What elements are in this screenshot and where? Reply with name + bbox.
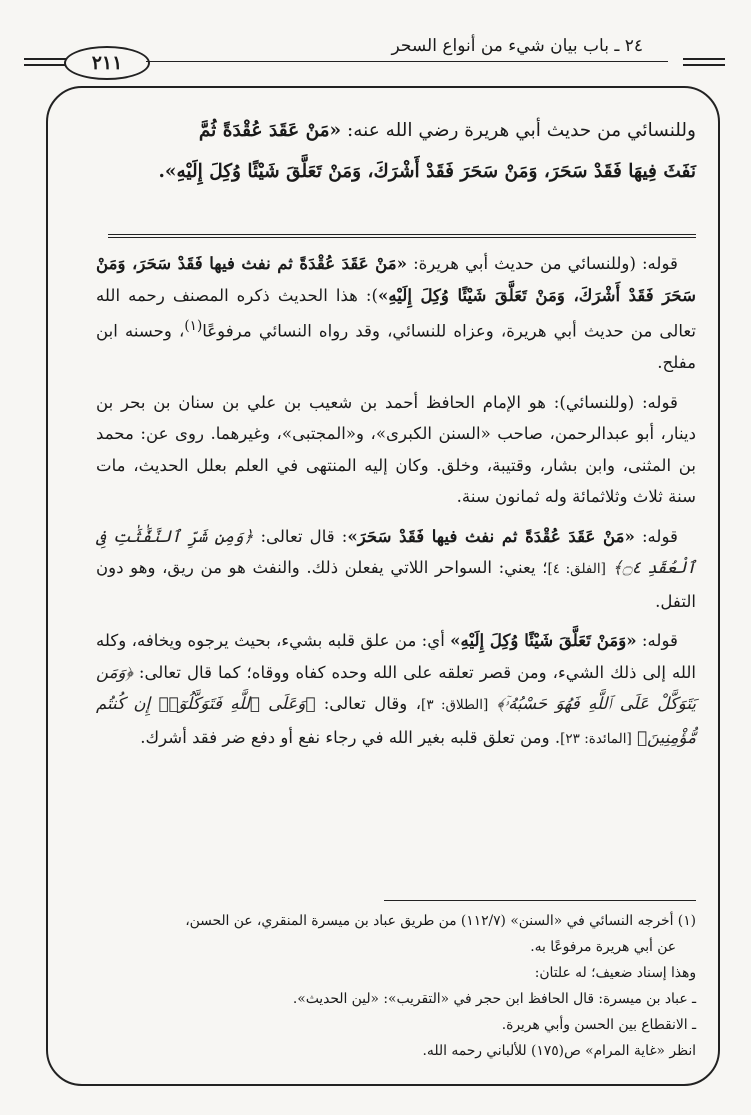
quran-verse: ﴿وَعَلَى ٱللَّهِ فَتَوَكَّلُوٓا۟ إِن كُنتُم مُّؤْمِنِينَ﴾	[96, 694, 696, 747]
header-rule-middle	[146, 61, 668, 62]
section-divider	[108, 234, 696, 238]
sharh-p3-hadith: «مَنْ عَقَدَ عُقْدَةً ثم نفث فيها فَقَدْ سَحَرَ»	[347, 525, 635, 546]
header-rule-left	[24, 58, 66, 60]
matn-text	[96, 110, 696, 192]
matn-hadith-end: نَفَثَ فِيهَا فَقَدْ سَحَرَ، وَمَنْ سَحَرَ فَقَدْ أَشْرَكَ، وَمَنْ تَعَلَّقَ شَيْئًا وُكِلَ إِلَيْهِ».	[158, 161, 696, 182]
header-rule-left-2	[24, 64, 66, 66]
sharh-p4-mid: ، وقال تعالى:	[315, 694, 422, 714]
matn-section	[96, 110, 696, 192]
sharh-paragraph-4	[96, 625, 696, 755]
sharh-p1-body: ): هذا الحديث ذكره المصنف رحمه الله تعالى من حديث أبي هريرة، وعزاه للنسائي، وقد رواه النسائي مرفوعًا	[96, 285, 696, 341]
sharh-paragraph-2: قوله: (وللنسائي): هو الإمام الحافظ أحمد بن شعيب بن علي بن سنان بن بحر بن دينار، أبو عبدالرحمن، صاحب «السنن الكبرى»، و«المجتبى»، وغيرهما. روى عن: محمد بن المثنى، وابن بشار، وقتيبة، وخلق. وكان إليه المنتهى في العلم بعلل الحديث، مات سنة ثلاث وثلاثمائة وله ثمانون سنة.	[96, 392, 696, 507]
sharh-p1-hadith: «مَنْ عَقَدَ عُقْدَةً ثم نفث فيها فَقَدْ سَحَرَ، وَمَنْ سَحَرَ فَقَدْ أَشْرَكَ، وَمَنْ تَعَلَّقَ شَيْئًا وُكِلَ إِلَيْهِ»	[96, 253, 696, 305]
footnotes	[96, 908, 696, 1064]
sharh-paragraph-3	[96, 521, 696, 618]
matn-intro: وللنسائي من حديث أبي هريرة رضي الله عنه:	[341, 120, 696, 141]
sharh-p4-hadith: «وَمَنْ تَعَلَّقَ شَيْئًا وُكِلَ إِلَيْهِ»	[450, 630, 637, 651]
sharh-paragraph-1	[96, 248, 696, 379]
footnote-line: وهذا إسناد ضعيف؛ له علتان:	[534, 965, 696, 981]
quran-verse: ﴿وَمَن يَتَوَكَّلْ عَلَى ٱللَّهِ فَهُوَ حَسْبُهُۥٓ﴾	[96, 662, 696, 714]
footnote-separator	[384, 900, 696, 901]
footnote-line: عن أبي هريرة مرفوعًا به.	[530, 939, 676, 955]
footnote-line: انظر «غاية المرام» ص(١٧٥) للألباني رحمه الله.	[422, 1043, 696, 1059]
quran-verse: ﴿وَمِن شَرِّ ٱلنَّفَّٰثَٰتِ فِى ٱلْعُقَدِ ۝٤﴾	[96, 526, 697, 578]
page-number: ٢١١	[64, 46, 150, 80]
sharh-p3-tail: ؛ يعني: السواحر اللاتي يفعلن ذلك. والنفث هو من ريق، وهو دون التفل.	[96, 558, 696, 611]
header-rule-right-2	[683, 64, 725, 66]
footnote-marker[interactable]: (١)	[184, 318, 203, 334]
sharh-p4-body: أي: من علق قلبه بشيء، بحيث يرجوه ويخافه، وكله الله إلى ذلك الشيء، ومن قصر تعلقه على الله وحده كفاه ووقاه؛ كما قال تعالى:	[96, 631, 696, 682]
sharh-section	[96, 248, 696, 763]
verse-reference: [الفلق: ٤]	[547, 561, 606, 578]
header-rule-right	[683, 58, 725, 60]
footnote-line: ـ عباد بن ميسرة: قال الحافظ ابن حجر في «التقريب»: «لين الحديث».	[292, 991, 696, 1007]
chapter-title: ٢٤ ـ باب بيان شيء من أنواع السحر	[386, 36, 650, 56]
sharh-p1-lead: قوله: (وللنسائي من حديث أبي هريرة:	[407, 254, 678, 273]
sharh-p3-lead: قوله:	[634, 526, 678, 546]
page-header	[0, 0, 751, 100]
verse-reference: [الطلاق: ٣]	[421, 697, 489, 714]
matn-hadith-start: «مَنْ عَقَدَ عُقْدَةً ثُمَّ	[198, 120, 342, 141]
footnote-line: ـ الانقطاع بين الحسن وأبي هريرة.	[501, 1017, 696, 1033]
sharh-p3-body: : قال تعالى:	[253, 526, 348, 546]
sharh-p4-tail: . ومن تعلق قلبه بغير الله في رجاء نفع أو دفع ضر فقد أشرك.	[140, 727, 561, 747]
footnote-line: (١) أخرجه النسائي في «السنن» (١١٢/٧) من طريق عباد بن ميسرة المنقري، عن الحسن،	[185, 913, 696, 929]
sharh-p1-tail: ، وحسنه ابن مفلح.	[96, 321, 696, 373]
verse-reference: [المائدة: ٢٣]	[560, 730, 632, 747]
sharh-p4-lead: قوله:	[636, 631, 678, 651]
